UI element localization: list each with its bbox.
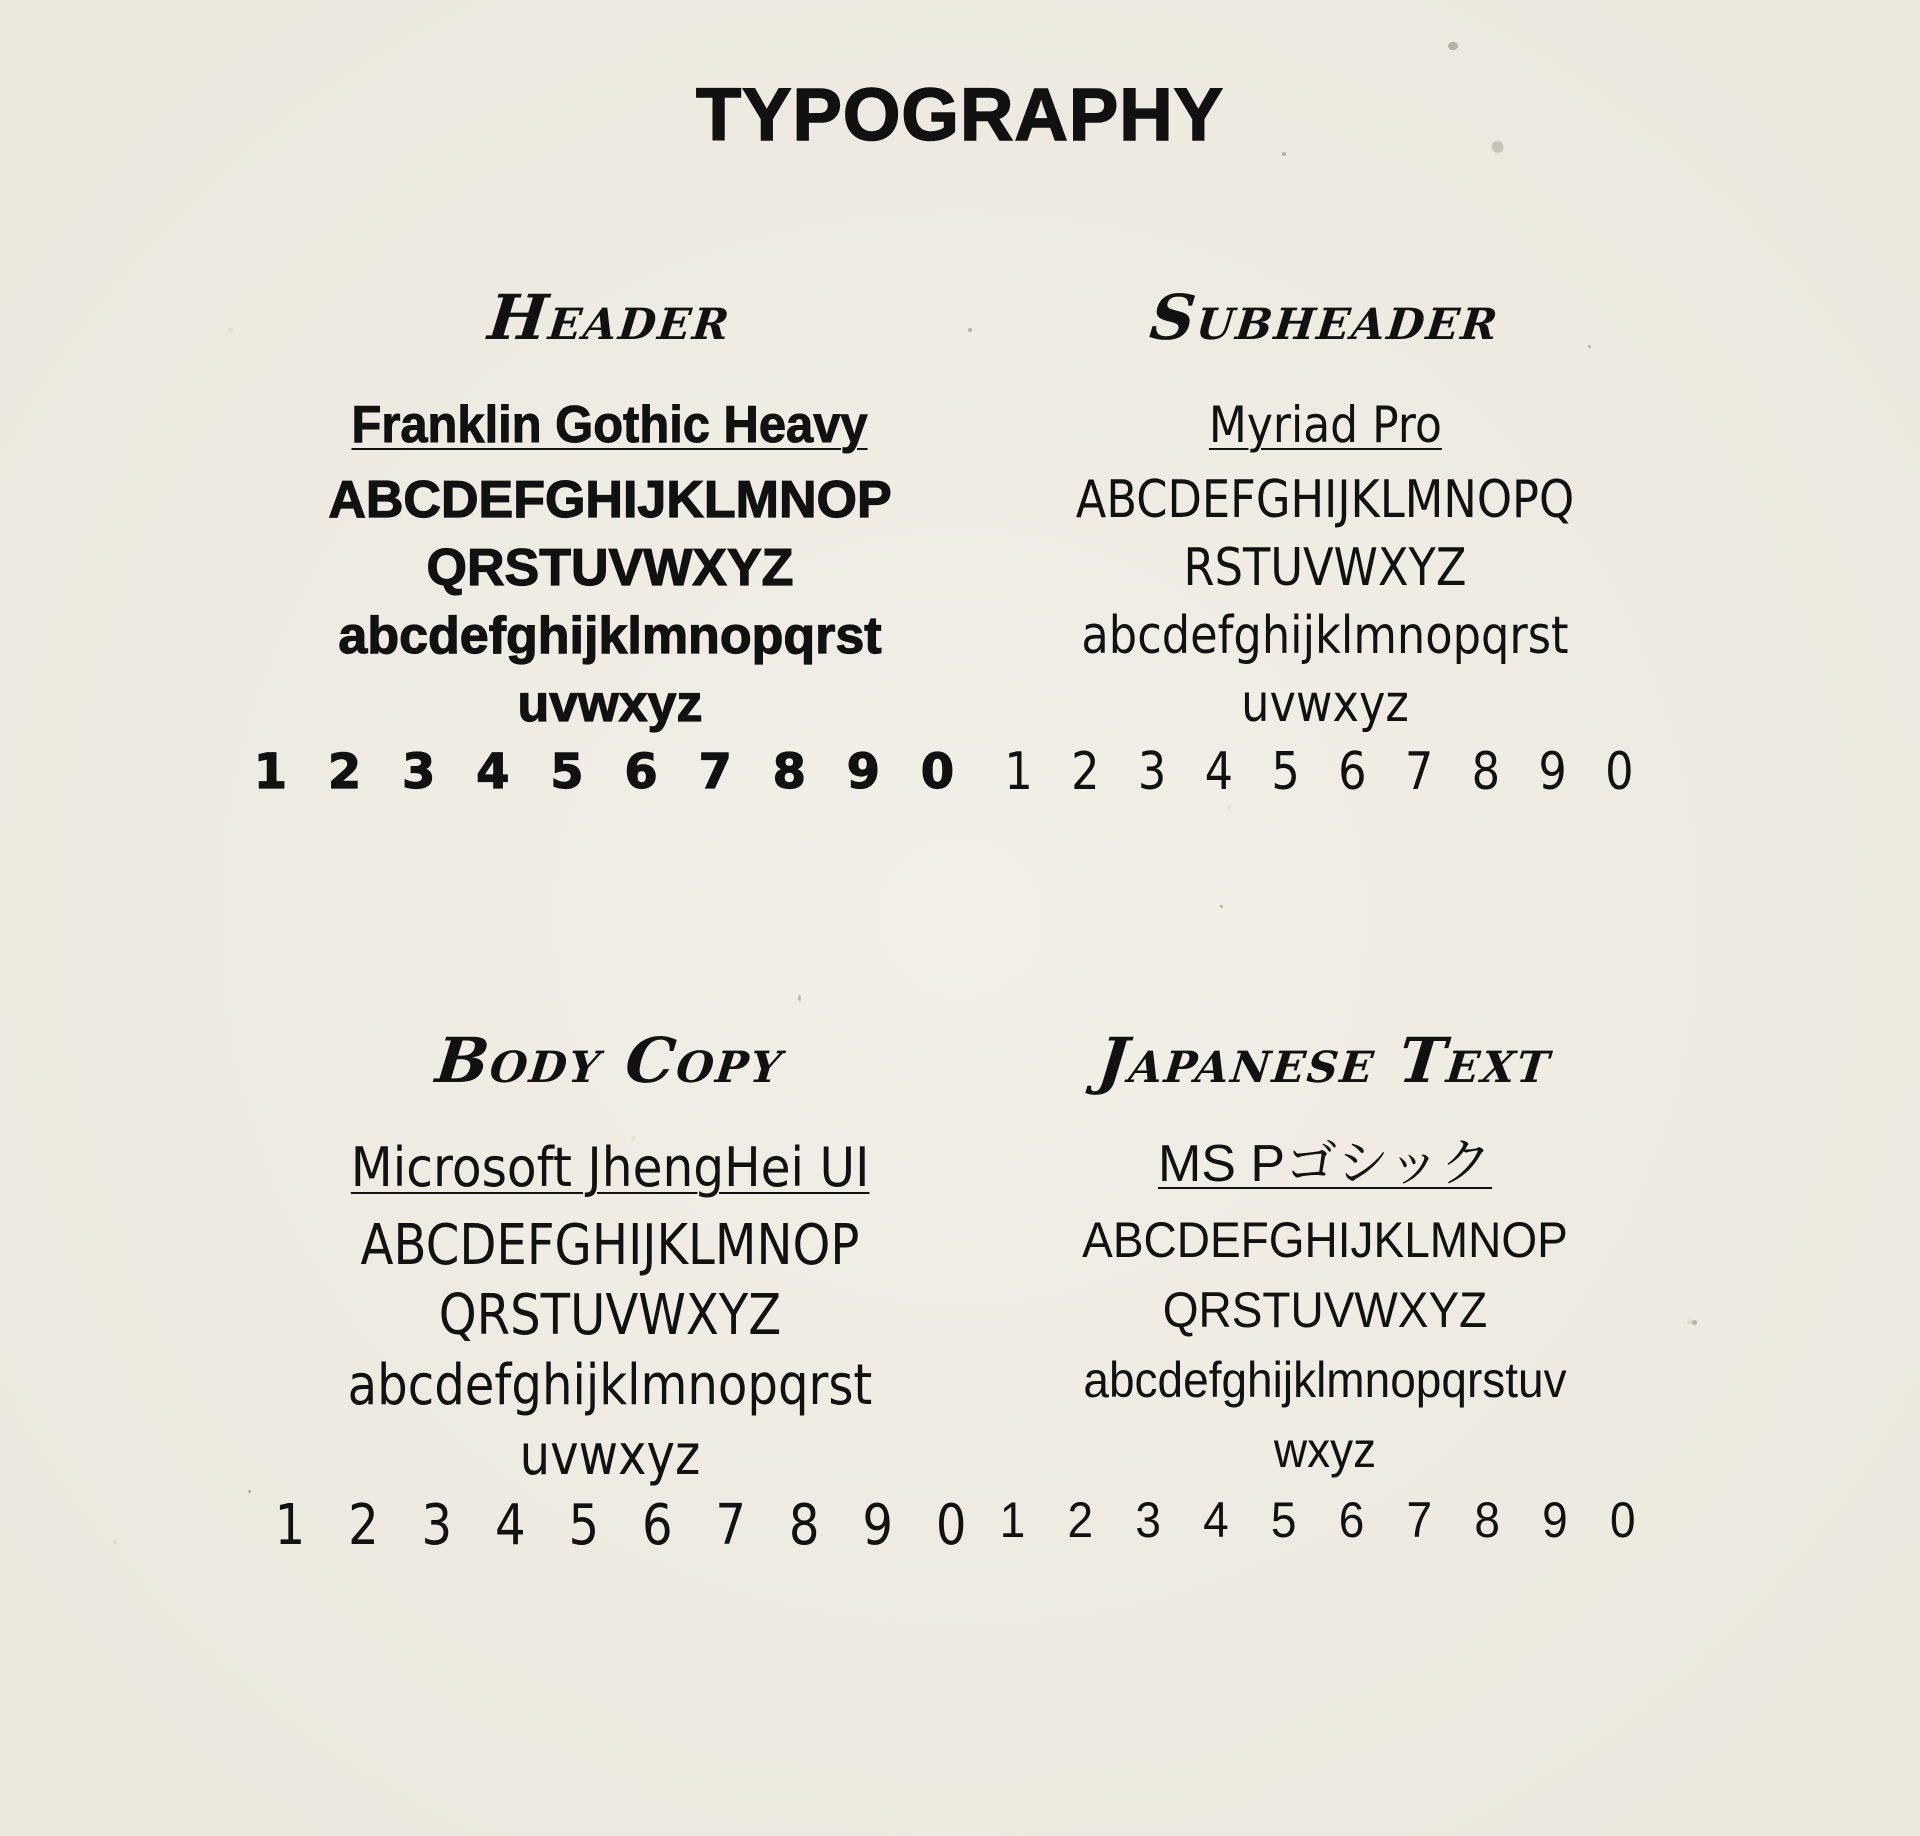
header-digits-line: 1 2 3 4 5 6 7 8 9 0: [253, 744, 967, 800]
body-copy-section-title: Body Copy: [432, 1024, 788, 1097]
subheader-lowercase-line-1: abcdefghijklmnopqrst: [1081, 606, 1569, 666]
subheader-font-name: Myriad Pro: [1208, 396, 1442, 454]
japanese-digits-line: 1 2 3 4 5 6 7 8 9 0: [999, 1492, 1651, 1548]
header-lowercase-line-2: uvwxyz: [517, 675, 703, 733]
body-copy-font-name: Microsoft JhengHei UI: [350, 1136, 870, 1199]
header-uppercase-line-2: QRSTUVWXYZ: [426, 539, 794, 597]
body-copy-uppercase-line-2: QRSTUVWXYZ: [438, 1283, 782, 1348]
paper-speck: [1448, 42, 1458, 50]
body-copy-digits-line: 1 2 3 4 5 6 7 8 9 0: [274, 1493, 981, 1558]
body-copy-font-panel: [220, 1025, 1000, 1561]
header-font-panel: [220, 282, 1000, 806]
body-copy-uppercase-line-1: ABCDEFGHIJKLMNOP: [360, 1213, 860, 1278]
body-copy-lowercase-line-2: uvwxyz: [519, 1423, 701, 1488]
subheader-font-panel: [935, 282, 1715, 806]
header-lowercase-line-1: abcdefghijklmnopqrst: [338, 607, 882, 665]
subheader-digits-line: 1 2 3 4 5 6 7 8 9 0: [1004, 742, 1646, 802]
japanese-section-title: Japanese Text: [1094, 1024, 1556, 1097]
paper-speck: [1220, 905, 1223, 908]
page-title: TYPOGRAPHY: [695, 73, 1225, 156]
japanese-font-panel: [935, 1025, 1715, 1555]
japanese-font-name: MS Pゴシック: [1157, 1135, 1493, 1193]
paper-speck: [1282, 152, 1286, 156]
header-section-title: Header: [484, 281, 736, 354]
japanese-uppercase-line-2: QRSTUVWXYZ: [1162, 1282, 1488, 1338]
subheader-section-title: Subheader: [1146, 281, 1504, 354]
header-uppercase-line-1: ABCDEFGHIJKLMNOP: [328, 471, 892, 529]
subheader-uppercase-line-2: RSTUVWXYZ: [1183, 538, 1467, 598]
header-font-name: Franklin Gothic Heavy: [351, 396, 869, 454]
subheader-lowercase-line-2: uvwxyz: [1241, 674, 1409, 734]
body-copy-lowercase-line-1: abcdefghijklmnopqrst: [347, 1353, 873, 1418]
subheader-uppercase-line-1: ABCDEFGHIJKLMNOPQ: [1075, 470, 1575, 530]
japanese-lowercase-line-1: abcdefghijklmnopqrstuv: [1083, 1352, 1567, 1408]
paper-speck: [798, 995, 801, 1001]
japanese-uppercase-line-1: ABCDEFGHIJKLMNOP: [1082, 1212, 1568, 1268]
japanese-lowercase-line-2: wxyz: [1273, 1422, 1377, 1478]
